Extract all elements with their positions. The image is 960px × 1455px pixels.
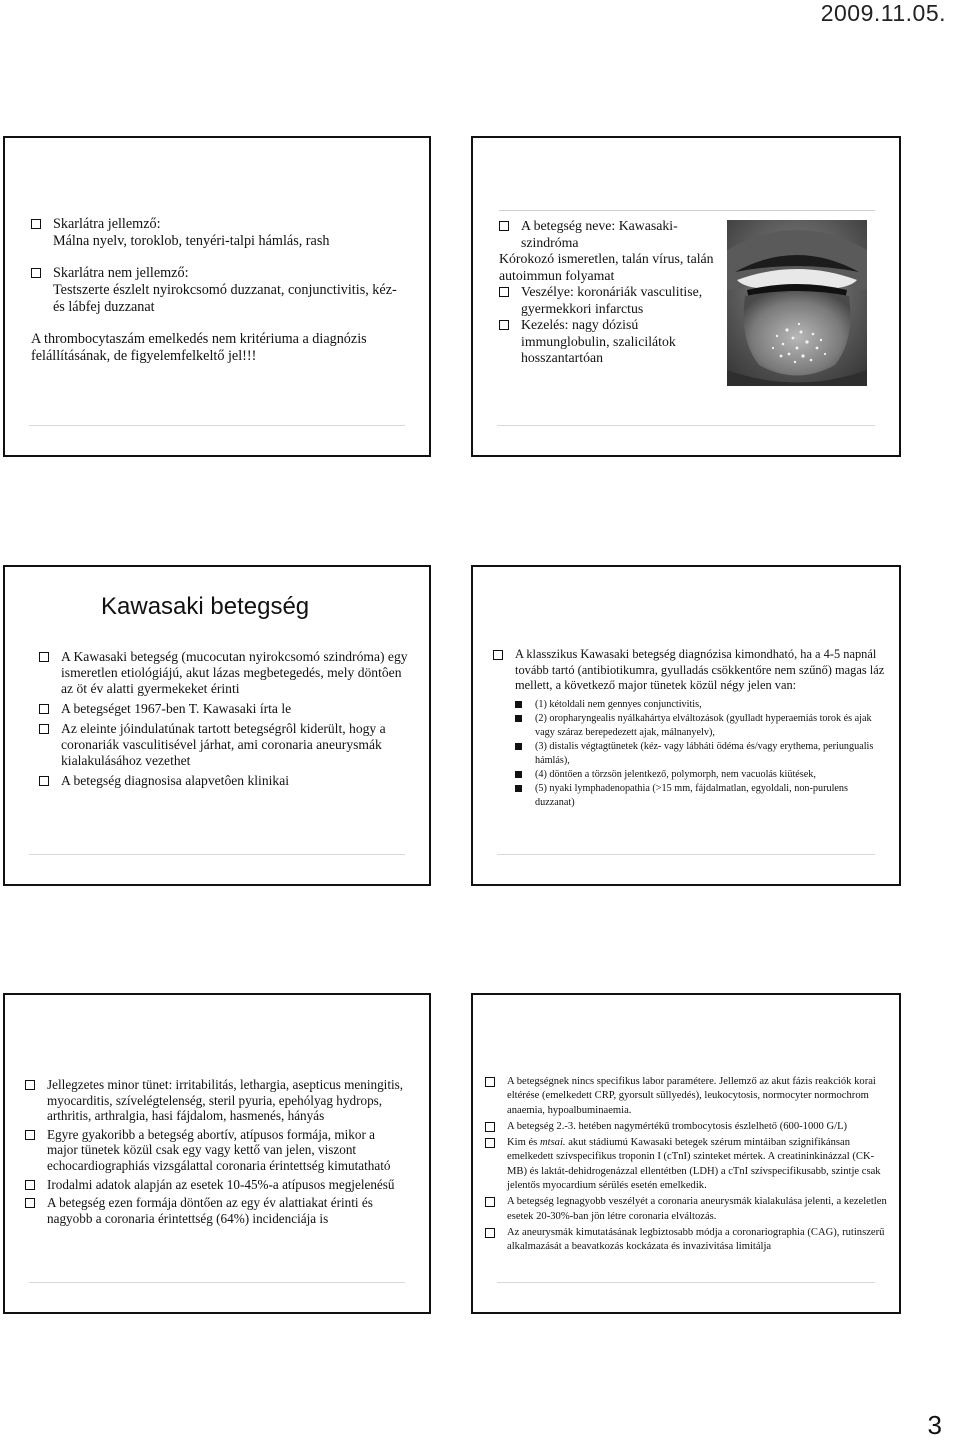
bullet-item: A Kawasaki betegség (mucocutan nyirokcsomó szindróma) egy ismeretlen etiológiájú, akut lázas megbetegedés, mely döntôen az öt év alatti gyermekeket érinti (39, 649, 409, 697)
checkbox-bullet-icon (31, 219, 41, 229)
checkbox-bullet-icon (485, 1077, 495, 1087)
slide-5 (3, 993, 431, 1314)
slide-divider (29, 425, 405, 426)
bullet-item: Skarlátra jellemző: (31, 216, 411, 233)
checkbox-bullet-icon (485, 1197, 495, 1207)
sub-bullet-item: (5) nyaki lymphadenopathia (>15 mm, fájdalmatlan, egyoldali, non-purulens duzzanat) (515, 782, 885, 810)
slide-divider (29, 1282, 405, 1283)
bullet-item: Irodalmi adatok alapján az esetek 10-45%-a atípusos megjelenésű (25, 1177, 409, 1193)
checkbox-bullet-icon (499, 287, 509, 297)
checkbox-bullet-icon (485, 1138, 495, 1148)
sub-bullet-item: (4) döntően a törzsön jelentkező, polymorph, nem vacuolás kiütések, (515, 768, 885, 782)
slide-4 (471, 565, 901, 886)
sub-bullet-item: (2) oropharyngealis nyálkahártya elváltozások (gyulladt hyperaemiás torok és ajak vagy száraz berepedezett ajak, málnanyelv), (515, 712, 885, 740)
slide-2 (471, 136, 901, 457)
text-line: A thrombocytaszám emelkedés nem kritériuma a diagnózis felállításának, de figyelemfelkeltő jel!!! (31, 331, 367, 364)
checkbox-bullet-icon (31, 268, 41, 278)
sub-bullet-item: (3) distalis végtagtünetek (kéz- vagy lábháti ödéma és/vagy erythema, periungualis hámlás), (515, 740, 885, 768)
square-bullet-icon (515, 771, 522, 778)
bullet-item: A betegségnek nincs specifikus labor paramétere. Jellemző az akut fázis reakciók korai eltérése (emelkedett CRP, gyorsult süllyedés), leukocytosis, normocyter normochrom anaemia, hypoalbuminaemia. (485, 1075, 891, 1118)
square-bullet-icon (515, 743, 522, 750)
checkbox-bullet-icon (25, 1130, 35, 1140)
print-date: 2009.11.05. (820, 0, 946, 26)
bullet-item: A betegség 2.-3. hetében nagymértékű trombocytosis észlelhető (600-1000 G/L) (485, 1120, 891, 1134)
bullet-item: A betegség neve: Kawasaki-szindróma (499, 218, 714, 251)
bullet-item: A betegség legnagyobb veszélyét a coronaria aneurysmák kialakulása jelenti, a kezeletlen esetek 20-30%-ban jön létre coronaria elváltozás. (485, 1195, 891, 1224)
slide-divider (497, 1282, 875, 1283)
checkbox-bullet-icon (25, 1080, 35, 1090)
square-bullet-icon (515, 701, 522, 708)
bullet-item: Skarlátra nem jellemző: (31, 265, 411, 282)
tongue-photo (727, 220, 867, 386)
tongue-photo-graphic (727, 220, 867, 386)
slide-divider (497, 854, 875, 855)
slide-1 (3, 136, 431, 457)
checkbox-bullet-icon (499, 221, 509, 231)
bullet-item: Jellegzetes minor tünet: irritabilitás, lethargia, asepticus meningitis, myocarditis, szívelégtelenség, steril pyuria, epehólyag hydrops, arthritis, arthralgia, hasi fájdalom, hasmenés, hányás (25, 1077, 409, 1124)
sub-bullet-item: (1) kétoldali nem gennyes conjunctivitis, (515, 698, 885, 712)
text-line: Kórokozó ismeretlen, talán vírus, talán autoimmun folyamat (499, 251, 714, 283)
checkbox-bullet-icon (493, 650, 503, 660)
bullet-item: Egyre gyakoribb a betegség abortív, atípusos formája, mikor a major tünetek közül csak egy vagy kettő van jelen, viszont echocardiographiás vizsgálattal coronaria érintettség kimutatható (25, 1127, 409, 1174)
bullet-item: A betegséget 1967-ben T. Kawasaki írta le (39, 701, 409, 717)
slide-divider (497, 425, 875, 426)
checkbox-bullet-icon (25, 1198, 35, 1208)
square-bullet-icon (515, 785, 522, 792)
bullet-item: Az eleinte jóindulatúnak tartott betegségrôl kiderült, hogy a coronariák vasculitisével járhat, ami coronaria aneurysmák kialakulásához vezethet (39, 721, 409, 769)
bullet-item: Veszélye: koronáriák vasculitise, gyermekkori infarctus (499, 284, 714, 317)
slide-6 (471, 993, 901, 1314)
page-number: 3 (927, 1410, 942, 1440)
slide-3 (3, 565, 431, 886)
text-line: Testszerte észlelt nyirokcsomó duzzanat, conjunctivitis, kéz- és lábfej duzzanat (53, 282, 397, 315)
square-bullet-icon (515, 715, 522, 722)
bullet-item: A betegség diagnosisa alapvetôen klinikai (39, 773, 409, 789)
bullet-item: A klasszikus Kawasaki betegség diagnózisa kimondható, ha a 4-5 napnál tovább tartó (antibiotikumra, gyulladás csökkentőre nem szűnő) magas láz mellett, a következő major tünetek közül négy jelen van: (493, 647, 885, 694)
checkbox-bullet-icon (39, 724, 49, 734)
header-rule (499, 210, 875, 211)
checkbox-bullet-icon (499, 320, 509, 330)
bullet-item: Kezelés: nagy dózisú immunglobulin, szalicilátok hosszantartóan (499, 317, 714, 367)
bullet-item: Az aneurysmák kimutatásának legbiztosabb módja a coronariographia (CAG), rutinszerű alkalmazását a beavatkozás kockázata és invazivitása limitálja (485, 1226, 891, 1255)
bullet-item: A betegség ezen formája döntően az egy év alattiakat érinti és nagyobb a coronaria érintettség (64%) incidenciája is (25, 1195, 409, 1226)
checkbox-bullet-icon (25, 1180, 35, 1190)
slide-title: Kawasaki betegség (101, 593, 310, 620)
checkbox-bullet-icon (485, 1228, 495, 1238)
checkbox-bullet-icon (39, 704, 49, 714)
slide-divider (29, 854, 405, 855)
bullet-item: Kim és mtsai. akut stádiumú Kawasaki betegek szérum mintáiban szignifikánsan emelkedett szívspecifikus troponin I (cTnI) szinteket mértek. A creatininkinázzal (CK-MB) és laktát-dehidrogenázzal ellentétben (LDH) a cTnI szívspecifikusabb, szintje csak jelentős myocardium sérülés esetén emelkedik. (485, 1136, 891, 1193)
text-line: Málna nyelv, toroklob, tenyéri-talpi hámlás, rash (53, 233, 330, 249)
checkbox-bullet-icon (39, 652, 49, 662)
checkbox-bullet-icon (485, 1122, 495, 1132)
checkbox-bullet-icon (39, 776, 49, 786)
